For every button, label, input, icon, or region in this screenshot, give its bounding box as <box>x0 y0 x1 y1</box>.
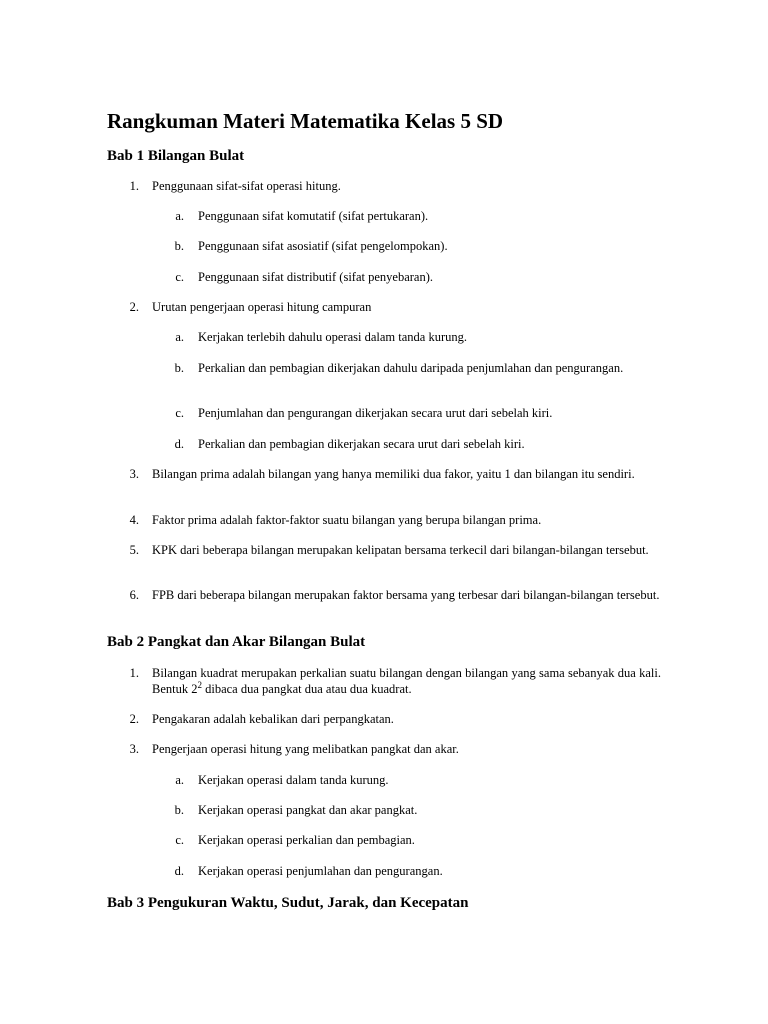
list-item-marker: 2. <box>129 712 139 726</box>
list-item-marker: 3. <box>129 467 139 481</box>
bab2-heading: Bab 2 Pangkat dan Akar Bilangan Bulat <box>107 634 366 650</box>
sublist-item-marker: a. <box>175 773 184 787</box>
text-run: dibaca dua pangkat dua atau dua kuadrat. <box>201 681 412 696</box>
sublist-item-text: Perkalian dan pembagian dikerjakan secara urut dari sebelah kiri. <box>198 437 525 451</box>
page-title: Rangkuman Materi Matematika Kelas 5 SD <box>107 109 504 133</box>
sublist-item-text: Kerjakan operasi perkalian dan pembagian. <box>198 833 415 847</box>
sublist-item-text: Kerjakan terlebih dahulu operasi dalam tanda kurung. <box>198 330 468 344</box>
sublist-item-marker: b. <box>174 239 184 253</box>
list-item-text: Pengakaran adalah kebalikan dari perpangkatan. <box>152 712 394 726</box>
list-item-text: Pengerjaan operasi hitung yang melibatkan pangkat dan akar. <box>152 742 459 756</box>
sublist-item-text: Perkalian dan pembagian dikerjakan dahulu daripada penjumlahan dan pengurangan. <box>198 361 624 375</box>
list-item-marker: 1. <box>129 666 139 680</box>
sublist-item-marker: a. <box>175 330 184 344</box>
sublist-item-marker: a. <box>175 209 184 223</box>
sublist-item-text: Kerjakan operasi dalam tanda kurung. <box>198 773 389 787</box>
sublist-item-text: Penggunaan sifat asosiatif (sifat pengelompokan). <box>198 239 448 253</box>
sublist-item-text: Penggunaan sifat komutatif (sifat pertukaran). <box>198 209 429 223</box>
bab3-heading: Bab 3 Pengukuran Waktu, Sudut, Jarak, dan Kecepatan <box>107 895 469 911</box>
list-item-text: Urutan pengerjaan operasi hitung campuran <box>152 300 372 314</box>
list-item-marker: 2. <box>129 300 139 314</box>
list-item-marker: 5. <box>129 543 139 557</box>
sublist-item-marker: b. <box>174 803 184 817</box>
list-item-text: Bilangan prima adalah bilangan yang hanya memiliki dua fakor, yaitu 1 dan bilangan itu sendiri. <box>152 467 635 481</box>
list-item-marker: 6. <box>129 588 139 602</box>
sublist-item-marker: d. <box>174 864 184 878</box>
list-item-text: Penggunaan sifat-sifat operasi hitung. <box>152 179 341 193</box>
list-item-marker: 1. <box>129 179 139 193</box>
sublist-item-marker: c. <box>175 406 184 420</box>
list-item-text <box>152 666 661 697</box>
sublist-item-marker: c. <box>175 833 184 847</box>
sublist-item-text: Penjumlahan dan pengurangan dikerjakan secara urut dari sebelah kiri. <box>198 406 553 420</box>
list-item-text: Faktor prima adalah faktor-faktor suatu bilangan yang berupa bilangan prima. <box>152 513 542 527</box>
list-item-marker: 4. <box>129 513 139 527</box>
sublist-item-text: Kerjakan operasi pangkat dan akar pangkat. <box>198 803 418 817</box>
list-item-text: FPB dari beberapa bilangan merupakan faktor bersama yang terbesar dari bilangan-bilangan tersebut. <box>152 588 660 602</box>
sublist-item-text: Penggunaan sifat distributif (sifat penyebaran). <box>198 270 433 284</box>
list-item-marker: 3. <box>129 742 139 756</box>
sublist-item-marker: b. <box>174 361 184 375</box>
sublist-item-marker: c. <box>175 270 184 284</box>
sublist-item-text: Kerjakan operasi penjumlahan dan pengurangan. <box>198 864 443 878</box>
sublist-item-marker: d. <box>174 437 184 451</box>
superscript-exponent: 2 <box>197 679 202 690</box>
text-run: Bilangan kuadrat merupakan perkalian suatu bilangan dengan bilangan yang sama sebanyak dua kali. Bentuk 2 <box>152 666 661 696</box>
list-item-text: KPK dari beberapa bilangan merupakan kelipatan bersama terkecil dari bilangan-bilangan tersebut. <box>152 543 649 557</box>
bab1-heading: Bab 1 Bilangan Bulat <box>107 148 245 164</box>
